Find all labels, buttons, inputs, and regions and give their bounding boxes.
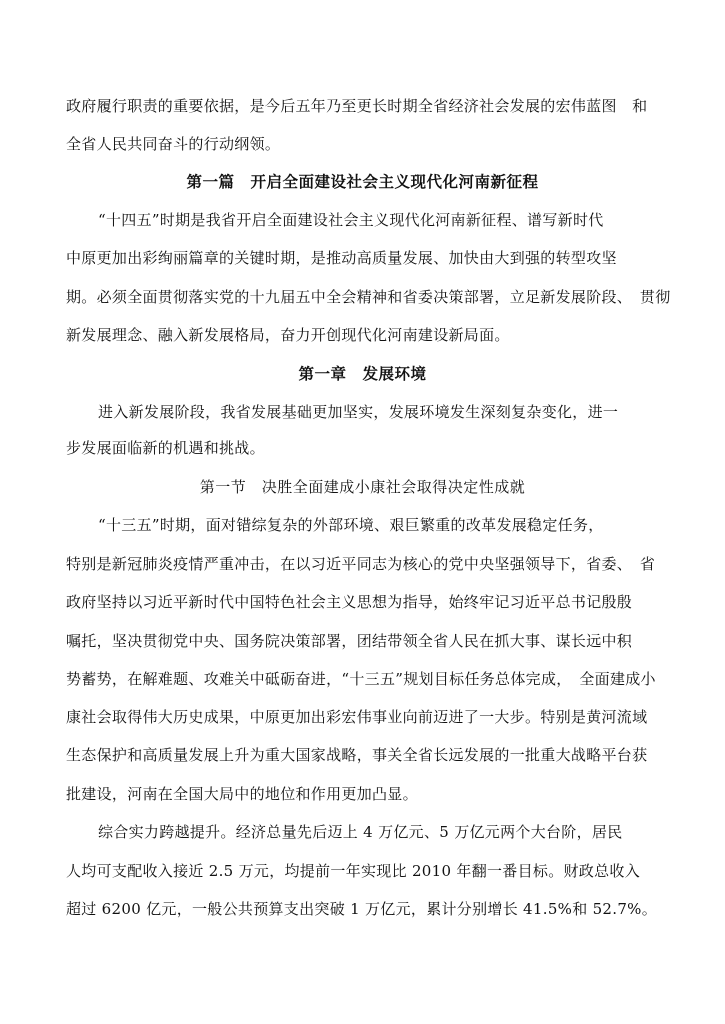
paragraph-line: 势蓄势，在解难题、攻难关中砥砺奋进，“十三五”规划目标任务总体完成， 全面建成小 (66, 670, 656, 688)
paragraph-line: 中原更加出彩绚丽篇章的关键时期，是推动高质量发展、加快由大到强的转型攻坚 (66, 249, 617, 267)
paragraph-line: “十四五”时期是我省开启全面建设社会主义现代化河南新征程、谱写新时代 (98, 211, 604, 229)
paragraph-line: 特别是新冠肺炎疫情严重冲击，在以习近平同志为核心的党中央坚强领导下，省委、 省 (66, 555, 656, 573)
paragraph-line: 全省人民共同奋斗的行动纲领。 (66, 135, 281, 153)
paragraph-line: 步发展面临新的机遇和挑战。 (66, 439, 265, 457)
paragraph-line: 生态保护和高质量发展上升为重大国家战略，事关全省长远发展的一批重大战略平台获 (66, 746, 648, 764)
paragraph-line: 进入新发展阶段，我省发展基础更加坚实，发展环境发生深刻复杂变化，进一 (98, 403, 619, 421)
paragraph-line: 综合实力跨越提升。经济总量先后迈上 4 万亿元、5 万亿元两个大台阶，居民 (98, 823, 623, 841)
paragraph-line: 康社会取得伟大历史成果，中原更加出彩宏伟事业向前迈进了一大步。特别是黄河流域 (66, 708, 648, 726)
paragraph-line: 期。必须全面贯彻落实党的十九届五中全会精神和省委决策部署，立足新发展阶段、 贯彻 (66, 288, 671, 306)
paragraph-line: 超过 6200 亿元，一般公共预算支出突破 1 万亿元，累计分别增长 41.5%和 52.7%。 (66, 900, 658, 918)
paragraph-line: 政府履行职责的重要依据，是今后五年乃至更长时期全省经济社会发展的宏伟蓝图 和 (66, 97, 648, 115)
paragraph-line: “十三五”时期，面对错综复杂的外部环境、艰巨繁重的改革发展稳定任务， (98, 516, 604, 534)
paragraph-line: 人均可支配收入接近 2.5 万元，均提前一年实现比 2010 年翻一番目标。财政总收入 (66, 862, 641, 880)
paragraph-line: 嘱托，坚决贯彻党中央、国务院决策部署，团结带领全省人民在抓大事、谋长远中积 (66, 632, 633, 650)
paragraph-line: 政府坚持以习近平新时代中国特色社会主义思想为指导，始终牢记习近平总书记殷殷 (66, 593, 633, 611)
section-title: 第一节 决胜全面建成小康社会取得决定性成就 (199, 478, 526, 496)
chapter-title: 第一章 发展环境 (298, 364, 427, 383)
paragraph-line: 新发展理念、融入新发展格局，奋力开创现代化河南建设新局面。 (66, 326, 510, 344)
paragraph-line: 批建设，河南在全国大局中的地位和作用更加凸显。 (66, 785, 418, 803)
part-title: 第一篇 开启全面建设社会主义现代化河南新征程 (186, 172, 539, 191)
